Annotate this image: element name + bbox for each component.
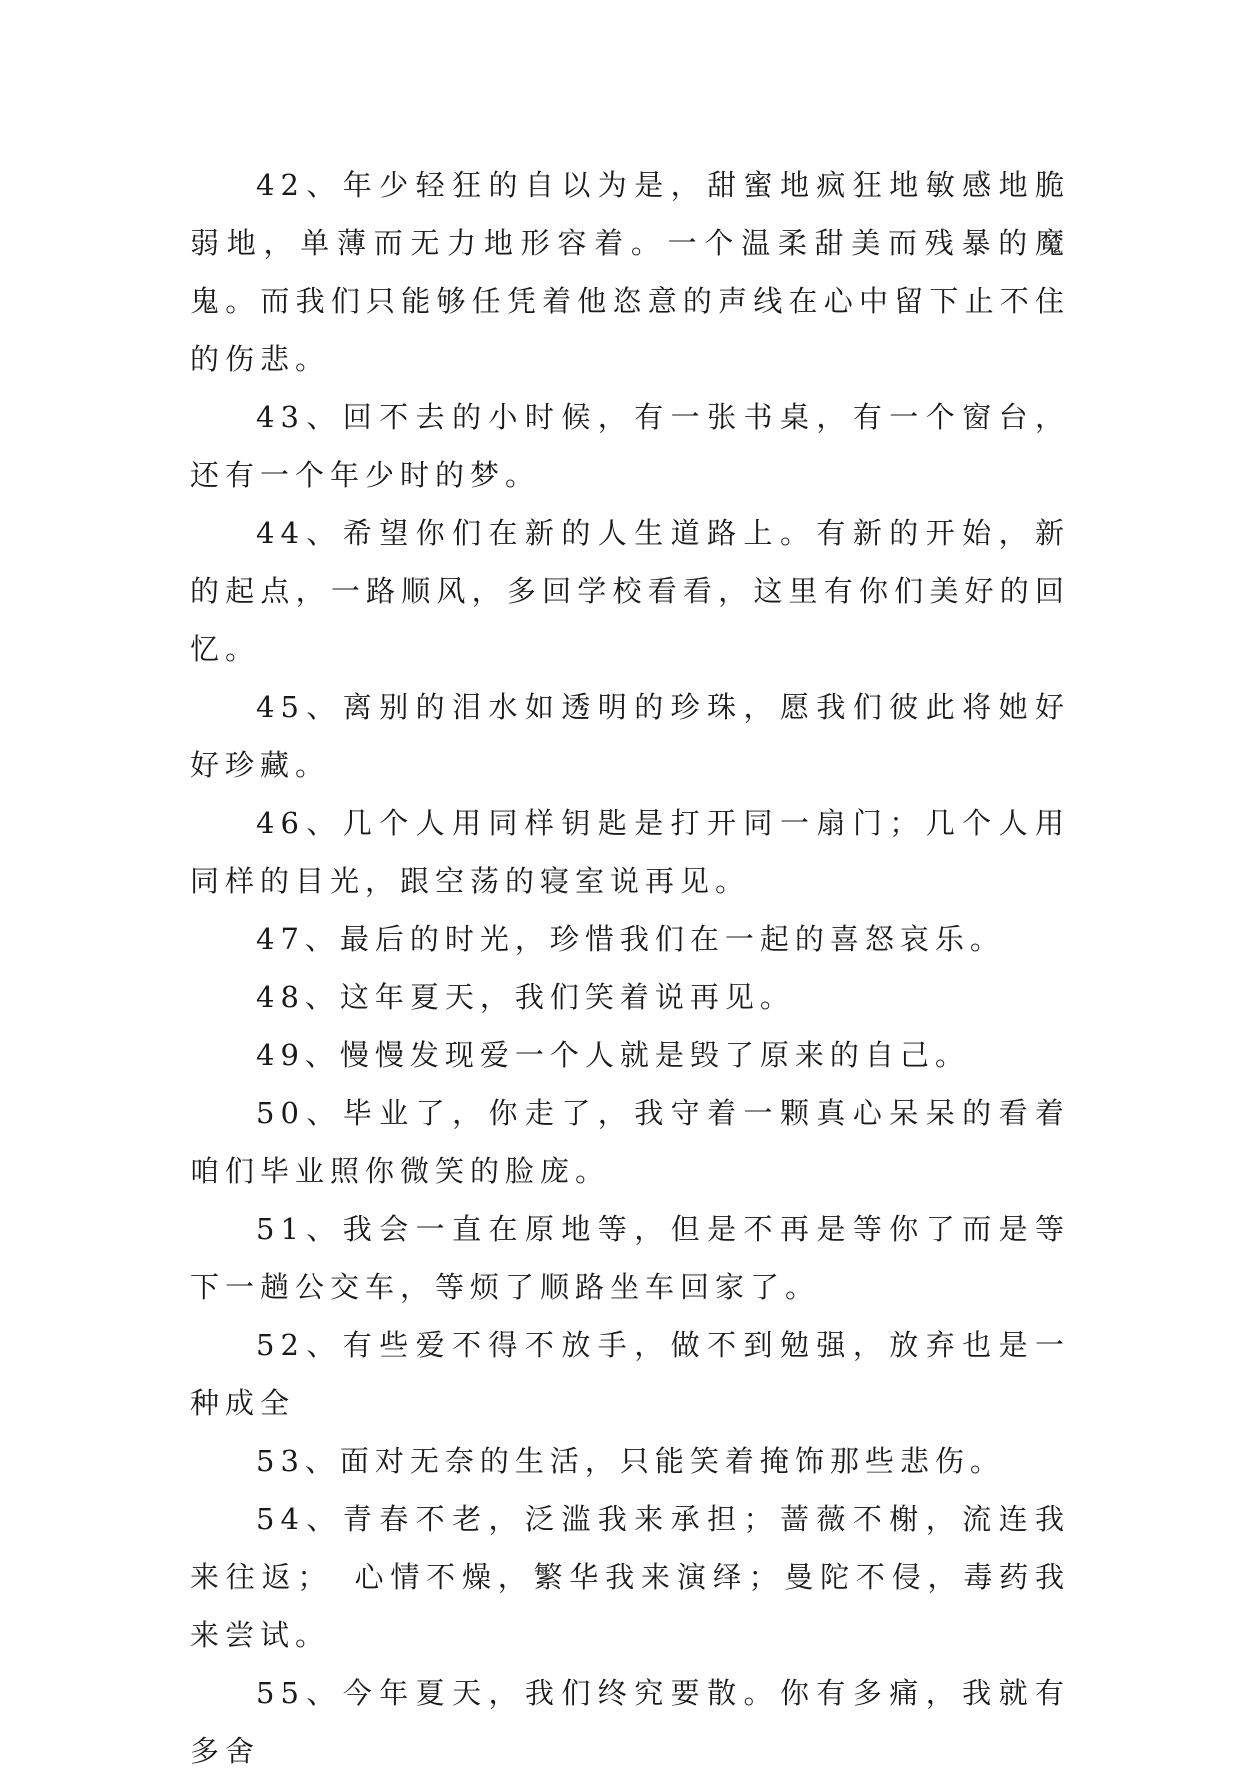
paragraph-42: 42、年少轻狂的自以为是，甜蜜地疯狂地敏感地脆弱地，单薄而无力地形容着。一个温柔甜美而残暴的魔鬼。而我们只能够任凭着他恣意的声线在心中留下止不住的伤悲。 xyxy=(190,168,1070,376)
paragraph-51: 51、我会一直在原地等，但是不再是等你了而是等下一趟公交车，等烦了顺路坐车回家了。 xyxy=(190,1212,1070,1304)
document-body xyxy=(190,156,1070,1780)
paragraph-49: 49、慢慢发现爱一个人就是毁了原来的自己。 xyxy=(256,1038,970,1072)
paragraph-47: 47、最后的时光，珍惜我们在一起的喜怒哀乐。 xyxy=(256,922,1005,956)
paragraph-45: 45、离别的泪水如透明的珍珠，愿我们彼此将她好好珍藏。 xyxy=(190,690,1070,782)
paragraph-54: 54、青春不老，泛滥我来承担；蔷薇不榭，流连我来往返； 心情不燥，繁华我来演绎；曼陀不侵，毒药我来尝试。 xyxy=(190,1502,1070,1652)
paragraph-48: 48、这年夏天，我们笑着说再见。 xyxy=(256,980,795,1014)
paragraph-53: 53、面对无奈的生活，只能笑着掩饰那些悲伤。 xyxy=(256,1444,1005,1478)
paragraph-50: 50、毕业了，你走了，我守着一颗真心呆呆的看着咱们毕业照你微笑的脸庞。 xyxy=(190,1096,1070,1188)
paragraph-44: 44、希望你们在新的人生道路上。有新的开始，新的起点，一路顺风，多回学校看看，这里有你们美好的回忆。 xyxy=(190,516,1070,666)
paragraph-52: 52、有些爱不得不放手，做不到勉强，放弃也是一种成全 xyxy=(190,1328,1070,1420)
paragraph-55: 55、今年夏天，我们终究要散。你有多痛，我就有多舍 xyxy=(190,1676,1070,1768)
paragraph-46: 46、几个人用同样钥匙是打开同一扇门；几个人用同样的目光，跟空荡的寝室说再见。 xyxy=(190,806,1070,898)
paragraph-43: 43、回不去的小时候，有一张书桌，有一个窗台，还有一个年少时的梦。 xyxy=(190,400,1070,492)
